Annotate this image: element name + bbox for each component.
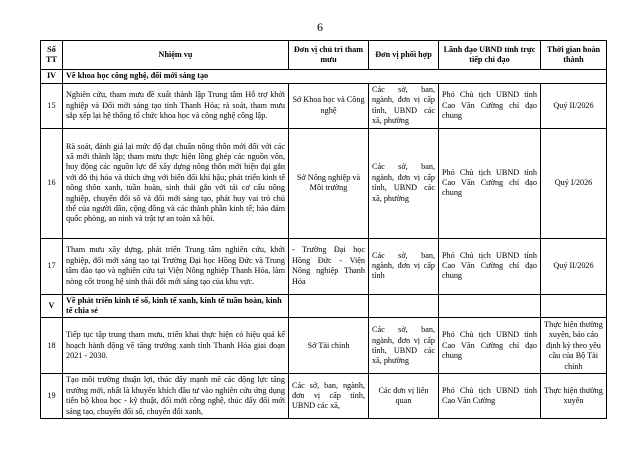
section-row-iv	[41, 70, 607, 84]
row-number: 16	[41, 128, 63, 238]
row-deadline: Thực hiện thường xuyên, báo cáo định kỳ theo yêu cầu của Bộ Tài chính	[541, 318, 607, 374]
row-leader: Phó Chủ tịch UBND tỉnh Cao Văn Cường	[439, 374, 541, 419]
header-lead: Đơn vị chủ trì tham mưu	[289, 41, 369, 70]
row-leader: Phó Chủ tịch UBND tỉnh Cao Văn Cường chỉ đạo chung	[439, 238, 541, 294]
section-row-v	[41, 294, 607, 318]
section-number: V	[41, 294, 63, 318]
row-task: Tiếp tục tập trung tham mưu, triển khai thực hiện có hiệu quả kế hoạch hành động về tăng trưởng xanh tỉnh Thanh Hóa giai đoạn 2021 - 2030.	[63, 318, 289, 374]
row-lead: - Trường Đại học Hồng Đức - Viện Nông nghiệp Thanh Hóa	[289, 238, 369, 294]
row-coord: Các sở, ban, ngành, đơn vị cấp tỉnh, UBND các xã, phường	[369, 84, 439, 129]
row-leader: Phó Chủ tịch UBND tỉnh Cao Văn Cường chỉ đạo chung	[439, 128, 541, 238]
row-coord: Các đơn vị liên quan	[369, 374, 439, 419]
row-leader: Phó Chủ tịch UBND tỉnh Cao Văn Cường chỉ đạo chung	[439, 318, 541, 374]
header-stt: Số TT	[41, 41, 63, 70]
row-number: 19	[41, 374, 63, 419]
table-row	[41, 128, 607, 238]
row-coord: Các sở, ban, ngành, đơn vị cấp tỉnh	[369, 238, 439, 294]
header-coord: Đơn vị phối hợp	[369, 41, 439, 70]
row-deadline: Quý II/2026	[541, 84, 607, 129]
row-lead: Sở Nông nghiệp và Môi trường	[289, 128, 369, 238]
row-number: 17	[41, 238, 63, 294]
row-coord: Các sở, ban, ngành, đơn vị cấp tỉnh, UBND các xã, phường	[369, 128, 439, 238]
row-task: Nghiên cứu, tham mưu đề xuất thành lập Trung tâm Hỗ trợ khởi nghiệp và Đổi mới sáng tạo tỉnh Thanh Hóa; rà soát, tham mưu sắp xếp lại hệ thống tổ chức khoa học và công nghệ công lập.	[63, 84, 289, 129]
table-header-row	[41, 41, 607, 70]
table-row	[41, 374, 607, 419]
row-deadline: Quý II/2026	[541, 238, 607, 294]
row-task: Rà soát, đánh giá lại mức độ đạt chuẩn nông thôn mới đối với các xã mới thành lập; tham mưu thực hiện lồng ghép các nguồn vốn, huy động các nguồn lực để xây dựng nông thôn mới hiện đại gắn với đô thị hóa và thích ứng với biến đổi khí hậu; phát triển kinh tế nông thôn xanh, tuần hoàn, sinh thái gắn với tái cơ cấu nông nghiệp, chuyển đổi số và đổi mới sáng tạo, phát huy vai trò chủ thể của người dân, cộng đồng và các thành phần kinh tế; bảo đảm quốc phòng, an ninh và trật tự an toàn xã hội.	[63, 128, 289, 238]
section-title: Về khoa học công nghệ, đổi mới sáng tạo	[63, 70, 607, 84]
row-task: Tham mưu xây dựng, phát triển Trung tâm nghiên cứu, khởi nghiệp, đổi mới sáng tạo tại Trường Đại học Hồng Đức và Trung tâm đào tạo và nghiên cứu tại Viện Nông nghiệp Thanh Hóa, làm nòng cốt trong hệ sinh thái đổi mới sáng tạo của khu vực.	[63, 238, 289, 294]
header-deadline: Thời gian hoàn thành	[541, 41, 607, 70]
page-number: 6	[317, 20, 323, 34]
header-leader: Lãnh đạo UBND tỉnh trực tiếp chỉ đạo	[439, 41, 541, 70]
table-row	[41, 238, 607, 294]
row-coord: Các sở, ban, ngành, đơn vị cấp tỉnh, UBND các xã, phường	[369, 318, 439, 374]
section-title: Về phát triển kinh tế số, kinh tế xanh, kinh tế tuần hoàn, kinh tế chia sẻ	[63, 294, 289, 318]
table-row	[41, 318, 607, 374]
row-number: 18	[41, 318, 63, 374]
task-table	[40, 40, 607, 419]
row-deadline: Thực hiện thường xuyên	[541, 374, 607, 419]
row-leader: Phó Chủ tịch UBND tỉnh Cao Văn Cường chỉ đạo chung	[439, 84, 541, 129]
row-number: 15	[41, 84, 63, 129]
row-lead: Sở Tài chính	[289, 318, 369, 374]
row-lead: Sở Khoa học và Công nghệ	[289, 84, 369, 129]
row-deadline: Quý I/2026	[541, 128, 607, 238]
table-row	[41, 84, 607, 129]
row-lead: Các sở, ban, ngành, đơn vị cấp tỉnh, UBND các xã,	[289, 374, 369, 419]
header-task: Nhiệm vụ	[63, 41, 289, 70]
row-task: Tạo môi trường thuận lợi, thúc đẩy mạnh mẽ các động lực tăng trưởng mới, nhất là khuyến khích đầu tư vào nghiên cứu ứng dụng tiến bộ khoa học - kỹ thuật, đổi mới công nghệ, thúc đẩy đổi mới sáng tạo, chuyển đổi số, chuyển đổi xanh,	[63, 374, 289, 419]
section-number: IV	[41, 70, 63, 84]
